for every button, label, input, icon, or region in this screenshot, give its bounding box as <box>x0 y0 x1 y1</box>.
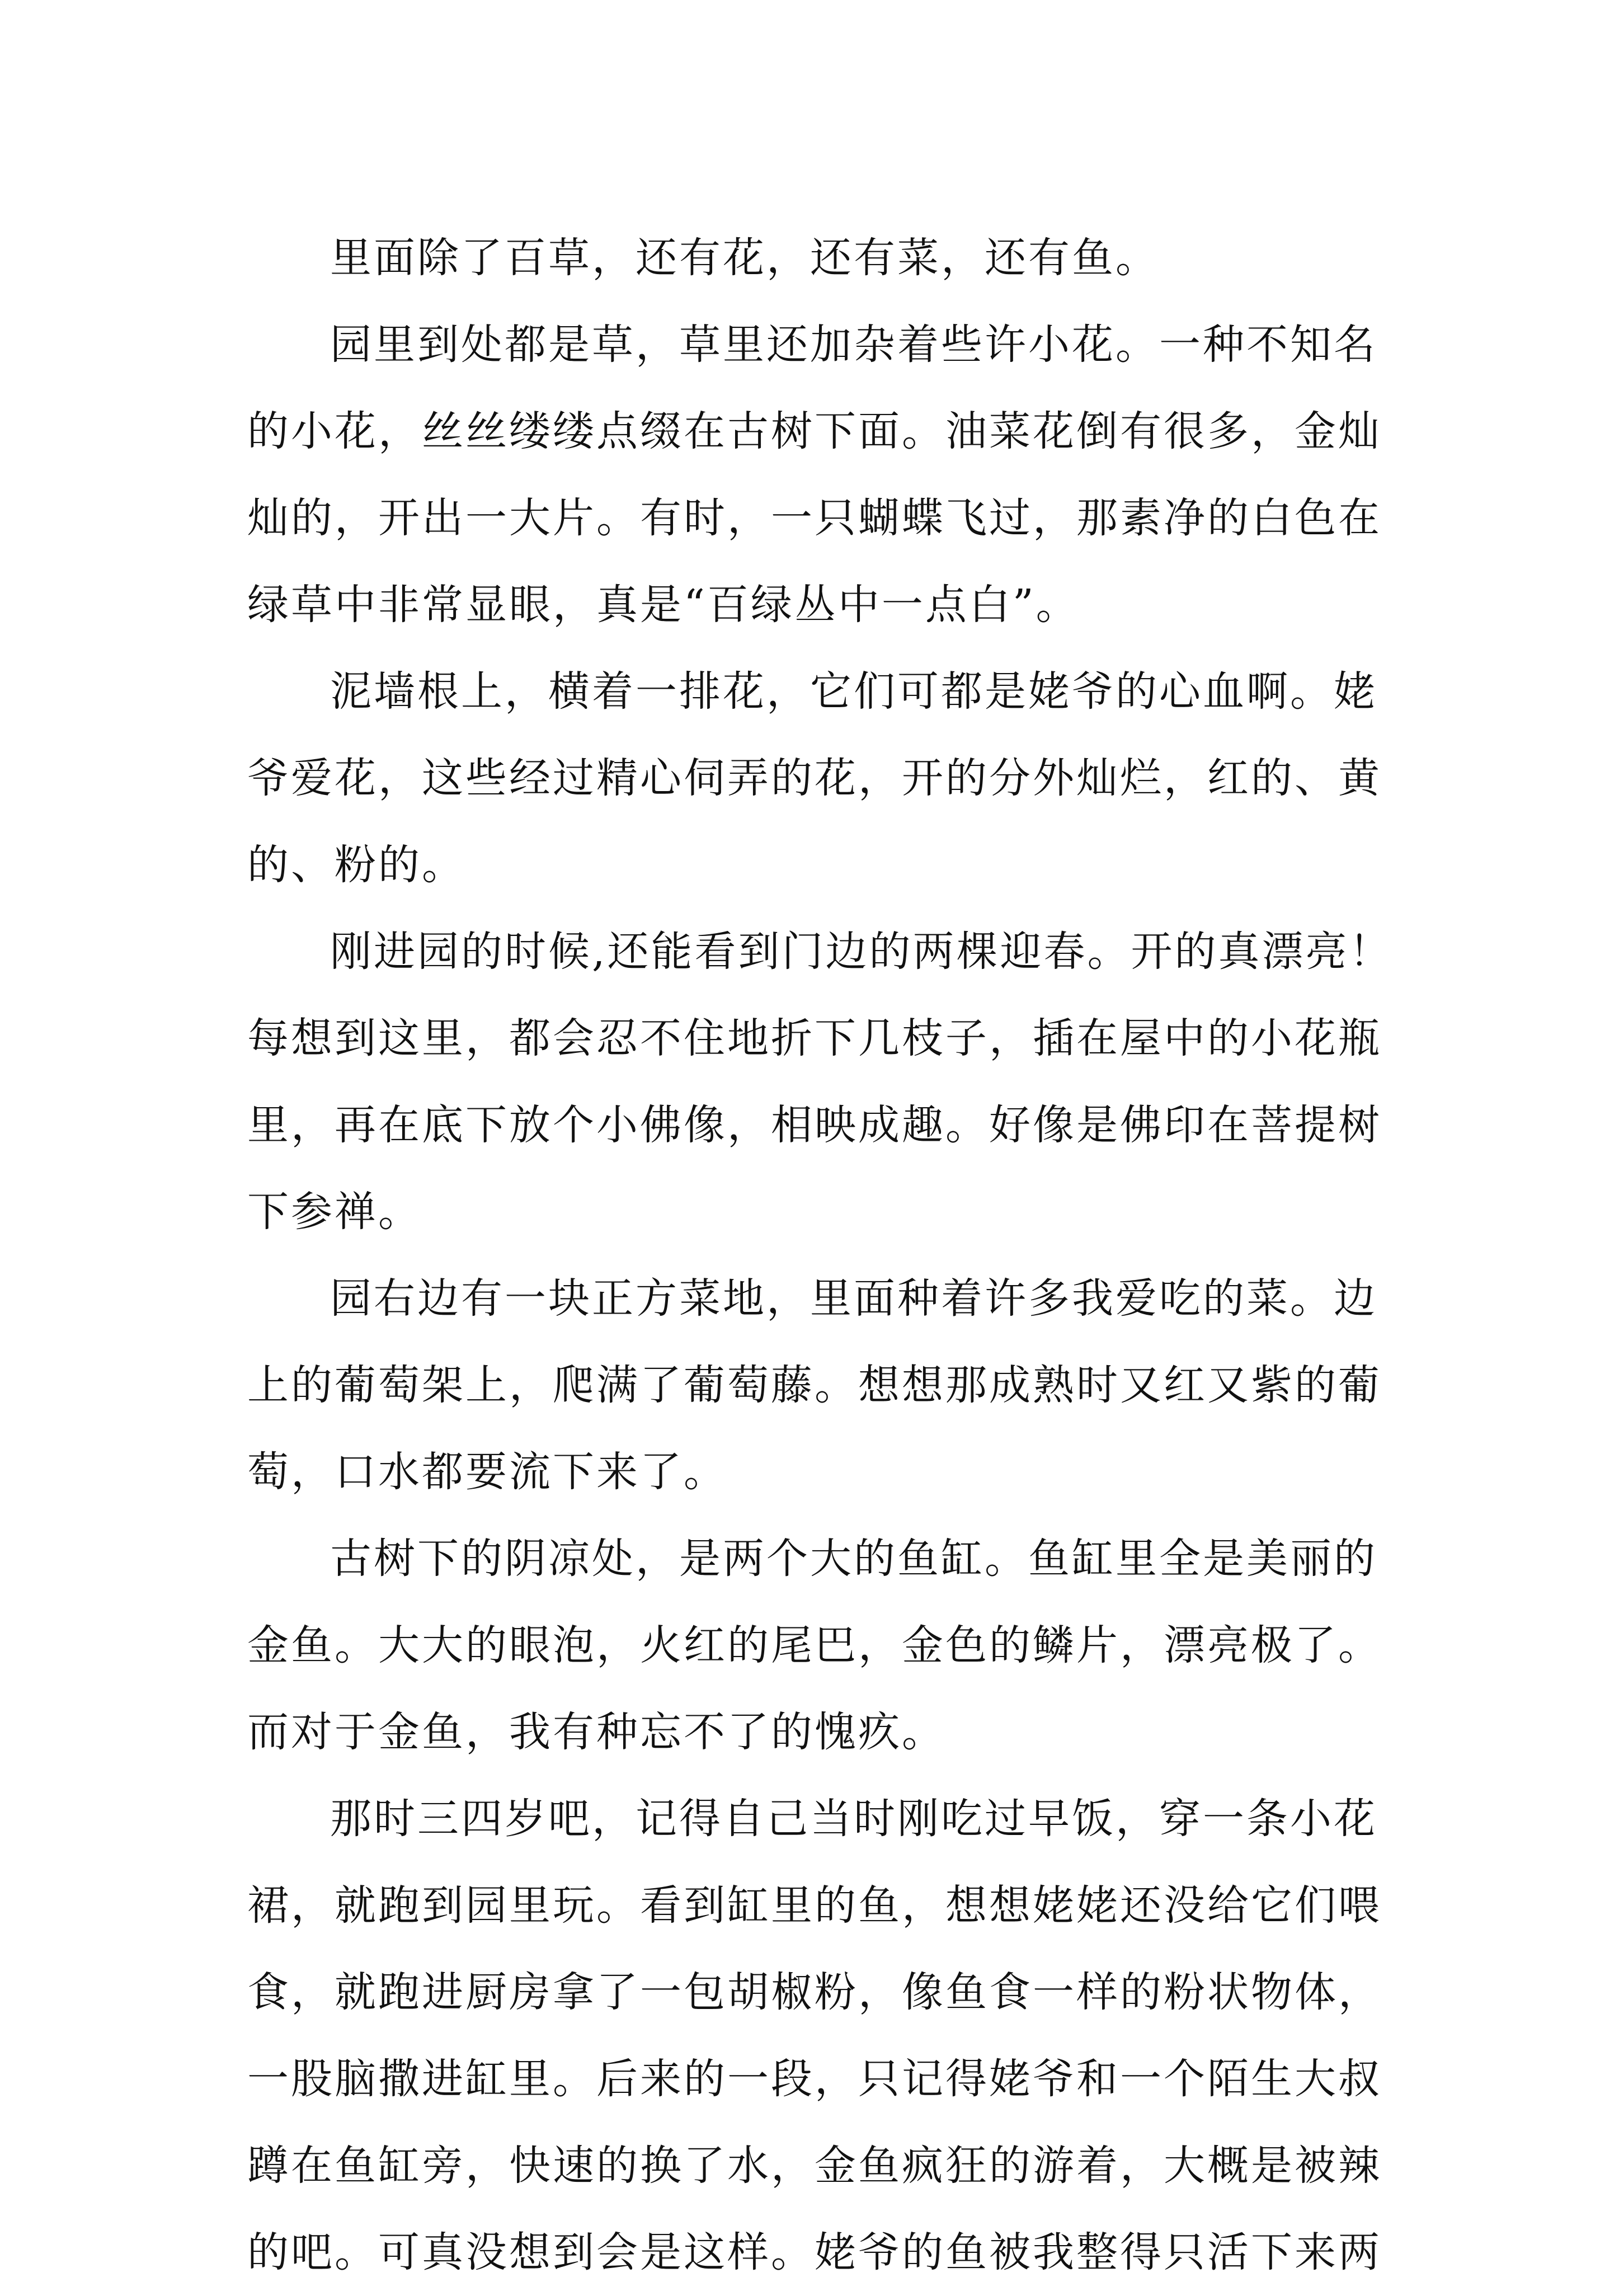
text-line: 上的葡萄架上，爬满了葡萄藤。想想那成熟时又红又紫的葡 <box>247 1361 1382 1409</box>
text-line: 蹲在鱼缸旁，快速的换了水，金鱼疯狂的游着，大概是被辣 <box>247 2142 1382 2190</box>
paragraph-first-line: 刚进园的时候,还能看到门边的两棵迎春。开的真漂亮！ <box>330 928 1393 976</box>
paragraph-first-line: 泥墙根上，横着一排花，它们可都是姥爷的心血啊。姥 <box>330 667 1377 716</box>
text-line: 绿草中非常显眼，真是“百绿丛中一点白”。 <box>247 581 1080 629</box>
text-line: 爷爱花，这些经过精心伺弄的花，开的分外灿烂，红的、黄 <box>247 754 1382 802</box>
text-line: 一股脑撒进缸里。后来的一段，只记得姥爷和一个陌生大叔 <box>247 2055 1382 2103</box>
paragraph-first-line: 那时三四岁吧，记得自己当时刚吃过早饭，穿一条小花 <box>330 1795 1377 1843</box>
text-line: 裙，就跑到园里玩。看到缸里的鱼，想想姥姥还没给它们喂 <box>247 1881 1382 1930</box>
text-line: 里，再在底下放个小佛像，相映成趣。好像是佛印在菩提树 <box>247 1101 1382 1149</box>
text-line: 下参禅。 <box>247 1188 422 1236</box>
paragraph-first-line: 园右边有一块正方菜地，里面种着许多我爱吃的菜。边 <box>330 1274 1377 1323</box>
text-line: 而对于金鱼，我有种忘不了的愧疚。 <box>247 1708 945 1756</box>
text-line: 灿的，开出一大片。有时，一只蝴蝶飞过，那素净的白色在 <box>247 494 1382 542</box>
text-line: 的小花，丝丝缕缕点缀在古树下面。油菜花倒有很多，金灿 <box>247 407 1382 455</box>
paragraph-first-line: 里面除了百草，还有花，还有菜，还有鱼。 <box>330 234 1159 282</box>
text-line: 食，就跑进厨房拿了一包胡椒粉，像鱼食一样的粉状物体， <box>247 1968 1382 2016</box>
text-line: 的、粉的。 <box>247 841 465 889</box>
body-text <box>247 215 1393 2296</box>
paragraph-first-line: 古树下的阴凉处，是两个大的鱼缸。鱼缸里全是美丽的 <box>330 1535 1377 1583</box>
text-line: 的吧。可真没想到会是这样。姥爷的鱼被我整得只活下来两 <box>247 2228 1382 2276</box>
paragraph-first-line: 园里到处都是草，草里还加杂着些许小花。一种不知名 <box>330 321 1377 369</box>
text-line: 萄，口水都要流下来了。 <box>247 1448 727 1496</box>
text-line: 金鱼。大大的眼泡，火红的尾巴，金色的鳞片，漂亮极了。 <box>247 1621 1382 1669</box>
text-line: 每想到这里，都会忍不住地折下几枝子，插在屋中的小花瓶 <box>247 1014 1382 1062</box>
